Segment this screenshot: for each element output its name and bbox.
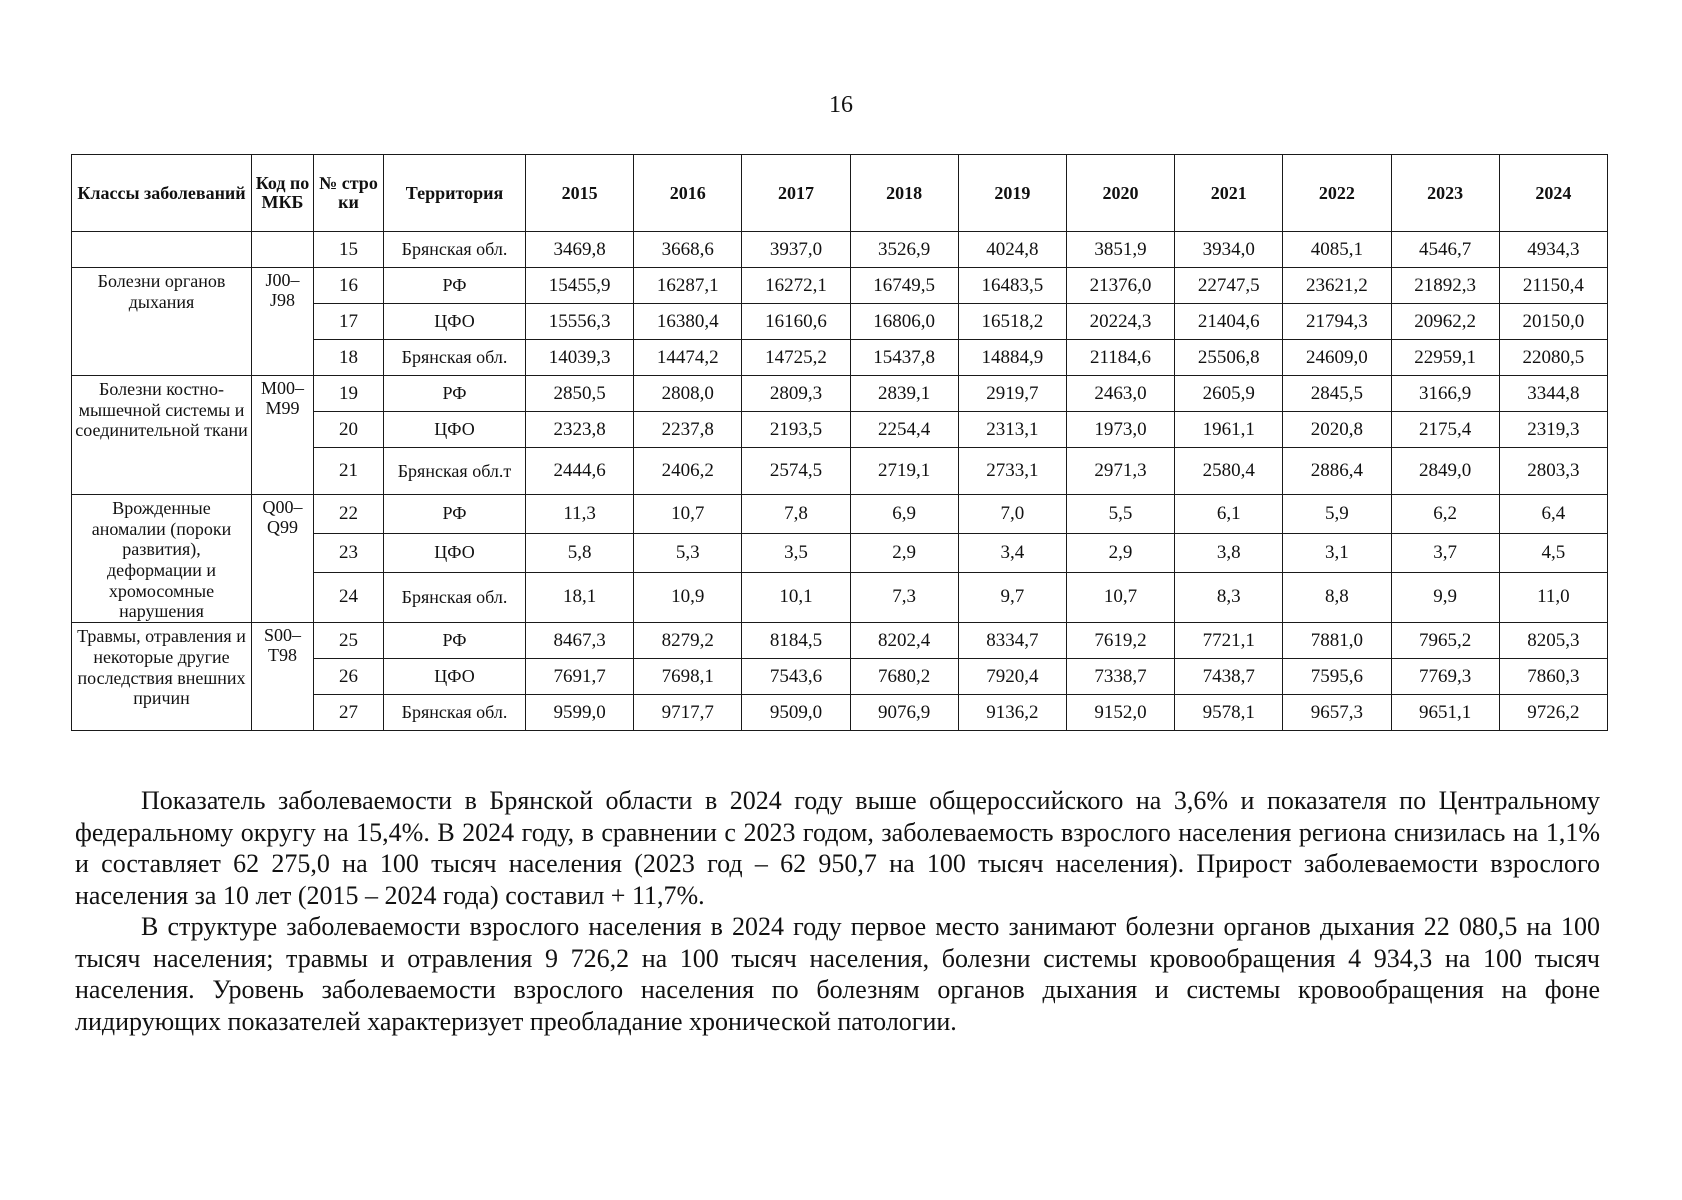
value-cell: 9726,2 [1499, 695, 1607, 731]
table-row [72, 376, 1608, 412]
icd-code-cell [252, 232, 314, 268]
value-cell: 21184,6 [1066, 340, 1174, 376]
territory-cell: Брянская обл. [384, 695, 526, 731]
value-cell: 11,3 [526, 495, 634, 534]
value-cell: 2971,3 [1066, 448, 1174, 495]
row-number-cell: 22 [314, 495, 384, 534]
territory-cell: Брянская обл.т [384, 448, 526, 495]
icd-code-cell: M00– M99 [252, 376, 314, 495]
value-cell: 2849,0 [1391, 448, 1499, 495]
value-cell: 7920,4 [958, 659, 1066, 695]
row-number-cell: 16 [314, 268, 384, 304]
value-cell: 7438,7 [1175, 659, 1283, 695]
header-row-no: № стро ки [314, 155, 384, 232]
value-cell: 4024,8 [958, 232, 1066, 268]
value-cell: 2,9 [850, 533, 958, 572]
value-cell: 3469,8 [526, 232, 634, 268]
value-cell: 2919,7 [958, 376, 1066, 412]
value-cell: 3934,0 [1175, 232, 1283, 268]
value-cell: 22080,5 [1499, 340, 1607, 376]
value-cell: 3937,0 [742, 232, 850, 268]
value-cell: 4,5 [1499, 533, 1607, 572]
value-cell: 16287,1 [634, 268, 742, 304]
value-cell: 7543,6 [742, 659, 850, 695]
territory-cell: ЦФО [384, 533, 526, 572]
value-cell: 20962,2 [1391, 304, 1499, 340]
value-cell: 16518,2 [958, 304, 1066, 340]
value-cell: 2313,1 [958, 412, 1066, 448]
value-cell: 9,7 [958, 572, 1066, 623]
value-cell: 15556,3 [526, 304, 634, 340]
row-number-cell: 26 [314, 659, 384, 695]
value-cell: 3851,9 [1066, 232, 1174, 268]
value-cell: 2020,8 [1283, 412, 1391, 448]
value-cell: 3,4 [958, 533, 1066, 572]
value-cell: 3,5 [742, 533, 850, 572]
row-number-cell: 23 [314, 533, 384, 572]
header-year: 2015 [526, 155, 634, 232]
value-cell: 6,1 [1175, 495, 1283, 534]
territory-cell: РФ [384, 268, 526, 304]
value-cell: 16380,4 [634, 304, 742, 340]
value-cell: 14039,3 [526, 340, 634, 376]
value-cell: 4934,3 [1499, 232, 1607, 268]
value-cell: 3344,8 [1499, 376, 1607, 412]
paragraph: В структуре заболеваемости взрослого населения в 2024 году первое место занимают болезни органов дыхания 22 080,5 на 100 тысяч населения; травмы и отравления 9 726,2 на 100 тысяч населения, болезни системы кровообращения 4 934,3 на 100 тысяч населения. Уровень заболеваемости взрослого населения по болезням органов дыхания и системы кровообращения на фоне лидирующих показателей характеризует преобладание хронической патологии. [75, 912, 1600, 1036]
value-cell: 7,3 [850, 572, 958, 623]
value-cell: 2,9 [1066, 533, 1174, 572]
value-cell: 9,9 [1391, 572, 1499, 623]
header-year: 2023 [1391, 155, 1499, 232]
value-cell: 25506,8 [1175, 340, 1283, 376]
value-cell: 2719,1 [850, 448, 958, 495]
value-cell: 2580,4 [1175, 448, 1283, 495]
value-cell: 9651,1 [1391, 695, 1499, 731]
value-cell: 7619,2 [1066, 623, 1174, 659]
header-icd: Код по МКБ [252, 155, 314, 232]
value-cell: 21404,6 [1175, 304, 1283, 340]
value-cell: 3166,9 [1391, 376, 1499, 412]
value-cell: 16272,1 [742, 268, 850, 304]
value-cell: 9136,2 [958, 695, 1066, 731]
row-number-cell: 24 [314, 572, 384, 623]
value-cell: 24609,0 [1283, 340, 1391, 376]
value-cell: 7680,2 [850, 659, 958, 695]
header-year: 2021 [1175, 155, 1283, 232]
value-cell: 7721,1 [1175, 623, 1283, 659]
paragraph: Показатель заболеваемости в Брянской области в 2024 году выше общероссийского на 3,6% и показателя по Центральному федеральному округу на 15,4%. В 2024 году, в сравнении с 2023 годом, заболеваемость взрослого населения региона снизилась на 1,1% и составляет 62 275,0 на 100 тысяч населения (2023 год – 62 950,7 на 100 тысяч населения). Прирост заболеваемости взрослого населения за 10 лет (2015 – 2024 года) составил + 11,7%. [75, 786, 1600, 910]
value-cell: 21794,3 [1283, 304, 1391, 340]
row-number-cell: 27 [314, 695, 384, 731]
icd-code-cell: Q00– Q99 [252, 495, 314, 623]
value-cell: 20224,3 [1066, 304, 1174, 340]
table-header-row [72, 155, 1608, 232]
value-cell: 7881,0 [1283, 623, 1391, 659]
value-cell: 3526,9 [850, 232, 958, 268]
value-cell: 16806,0 [850, 304, 958, 340]
value-cell: 2319,3 [1499, 412, 1607, 448]
territory-cell: РФ [384, 623, 526, 659]
disease-class-cell: Травмы, отравления и некоторые другие последствия внешних причин [72, 623, 252, 731]
value-cell: 3,8 [1175, 533, 1283, 572]
value-cell: 2463,0 [1066, 376, 1174, 412]
value-cell: 2444,6 [526, 448, 634, 495]
value-cell: 1973,0 [1066, 412, 1174, 448]
value-cell: 10,7 [1066, 572, 1174, 623]
value-cell: 5,3 [634, 533, 742, 572]
value-cell: 5,5 [1066, 495, 1174, 534]
value-cell: 8,3 [1175, 572, 1283, 623]
value-cell: 11,0 [1499, 572, 1607, 623]
table-row [72, 495, 1608, 534]
value-cell: 14474,2 [634, 340, 742, 376]
row-number-cell: 18 [314, 340, 384, 376]
value-cell: 1961,1 [1175, 412, 1283, 448]
value-cell: 21150,4 [1499, 268, 1607, 304]
territory-cell: ЦФО [384, 304, 526, 340]
value-cell: 6,9 [850, 495, 958, 534]
row-number-cell: 20 [314, 412, 384, 448]
value-cell: 16160,6 [742, 304, 850, 340]
row-number-cell: 21 [314, 448, 384, 495]
value-cell: 10,1 [742, 572, 850, 623]
morbidity-table [71, 154, 1608, 731]
value-cell: 3668,6 [634, 232, 742, 268]
value-cell: 2850,5 [526, 376, 634, 412]
value-cell: 10,9 [634, 572, 742, 623]
value-cell: 8334,7 [958, 623, 1066, 659]
value-cell: 2839,1 [850, 376, 958, 412]
value-cell: 9076,9 [850, 695, 958, 731]
value-cell: 15455,9 [526, 268, 634, 304]
row-number-cell: 17 [314, 304, 384, 340]
table-row [72, 232, 1608, 268]
value-cell: 8,8 [1283, 572, 1391, 623]
body-text [75, 785, 1600, 1037]
value-cell: 2323,8 [526, 412, 634, 448]
value-cell: 16749,5 [850, 268, 958, 304]
value-cell: 14884,9 [958, 340, 1066, 376]
value-cell: 7,8 [742, 495, 850, 534]
value-cell: 15437,8 [850, 340, 958, 376]
value-cell: 2237,8 [634, 412, 742, 448]
header-year: 2019 [958, 155, 1066, 232]
value-cell: 21376,0 [1066, 268, 1174, 304]
value-cell: 5,9 [1283, 495, 1391, 534]
value-cell: 4085,1 [1283, 232, 1391, 268]
territory-cell: Брянская обл. [384, 232, 526, 268]
territory-cell: Брянская обл. [384, 572, 526, 623]
value-cell: 2175,4 [1391, 412, 1499, 448]
value-cell: 7338,7 [1066, 659, 1174, 695]
value-cell: 22959,1 [1391, 340, 1499, 376]
value-cell: 9717,7 [634, 695, 742, 731]
value-cell: 2574,5 [742, 448, 850, 495]
value-cell: 2733,1 [958, 448, 1066, 495]
page-number: 16 [829, 92, 853, 118]
value-cell: 20150,0 [1499, 304, 1607, 340]
value-cell: 2808,0 [634, 376, 742, 412]
value-cell: 9578,1 [1175, 695, 1283, 731]
icd-code-cell: J00– J98 [252, 268, 314, 376]
territory-cell: ЦФО [384, 412, 526, 448]
value-cell: 3,1 [1283, 533, 1391, 572]
territory-cell: РФ [384, 495, 526, 534]
value-cell: 4546,7 [1391, 232, 1499, 268]
icd-code-cell: S00– T98 [252, 623, 314, 731]
value-cell: 2886,4 [1283, 448, 1391, 495]
territory-cell: ЦФО [384, 659, 526, 695]
header-year: 2017 [742, 155, 850, 232]
value-cell: 8184,5 [742, 623, 850, 659]
value-cell: 8279,2 [634, 623, 742, 659]
value-cell: 7965,2 [1391, 623, 1499, 659]
disease-class-cell: Болезни органов дыхания [72, 268, 252, 376]
value-cell: 14725,2 [742, 340, 850, 376]
value-cell: 7595,6 [1283, 659, 1391, 695]
value-cell: 2193,5 [742, 412, 850, 448]
value-cell: 7,0 [958, 495, 1066, 534]
value-cell: 7698,1 [634, 659, 742, 695]
value-cell: 23621,2 [1283, 268, 1391, 304]
value-cell: 22747,5 [1175, 268, 1283, 304]
value-cell: 8467,3 [526, 623, 634, 659]
header-year: 2018 [850, 155, 958, 232]
value-cell: 6,2 [1391, 495, 1499, 534]
value-cell: 2845,5 [1283, 376, 1391, 412]
header-year: 2022 [1283, 155, 1391, 232]
header-year: 2016 [634, 155, 742, 232]
value-cell: 9509,0 [742, 695, 850, 731]
value-cell: 2605,9 [1175, 376, 1283, 412]
value-cell: 7860,3 [1499, 659, 1607, 695]
row-number-cell: 15 [314, 232, 384, 268]
value-cell: 9657,3 [1283, 695, 1391, 731]
value-cell: 9599,0 [526, 695, 634, 731]
territory-cell: Брянская обл. [384, 340, 526, 376]
row-number-cell: 19 [314, 376, 384, 412]
disease-class-cell [72, 232, 252, 268]
value-cell: 8205,3 [1499, 623, 1607, 659]
row-number-cell: 25 [314, 623, 384, 659]
value-cell: 5,8 [526, 533, 634, 572]
header-year: 2024 [1499, 155, 1607, 232]
header-territory: Территория [384, 155, 526, 232]
value-cell: 2254,4 [850, 412, 958, 448]
territory-cell: РФ [384, 376, 526, 412]
value-cell: 18,1 [526, 572, 634, 623]
value-cell: 16483,5 [958, 268, 1066, 304]
disease-class-cell: Врожденные аномалии (пороки развития), деформации и хромосомные нарушения [72, 495, 252, 623]
table-row [72, 623, 1608, 659]
header-year: 2020 [1066, 155, 1174, 232]
header-class: Классы заболеваний [72, 155, 252, 232]
value-cell: 2809,3 [742, 376, 850, 412]
value-cell: 3,7 [1391, 533, 1499, 572]
value-cell: 2406,2 [634, 448, 742, 495]
value-cell: 2803,3 [1499, 448, 1607, 495]
value-cell: 10,7 [634, 495, 742, 534]
disease-class-cell: Болезни костно-мышечной системы и соединительной ткани [72, 376, 252, 495]
value-cell: 7691,7 [526, 659, 634, 695]
value-cell: 21892,3 [1391, 268, 1499, 304]
value-cell: 6,4 [1499, 495, 1607, 534]
value-cell: 7769,3 [1391, 659, 1499, 695]
table-row [72, 268, 1608, 304]
value-cell: 9152,0 [1066, 695, 1174, 731]
value-cell: 8202,4 [850, 623, 958, 659]
